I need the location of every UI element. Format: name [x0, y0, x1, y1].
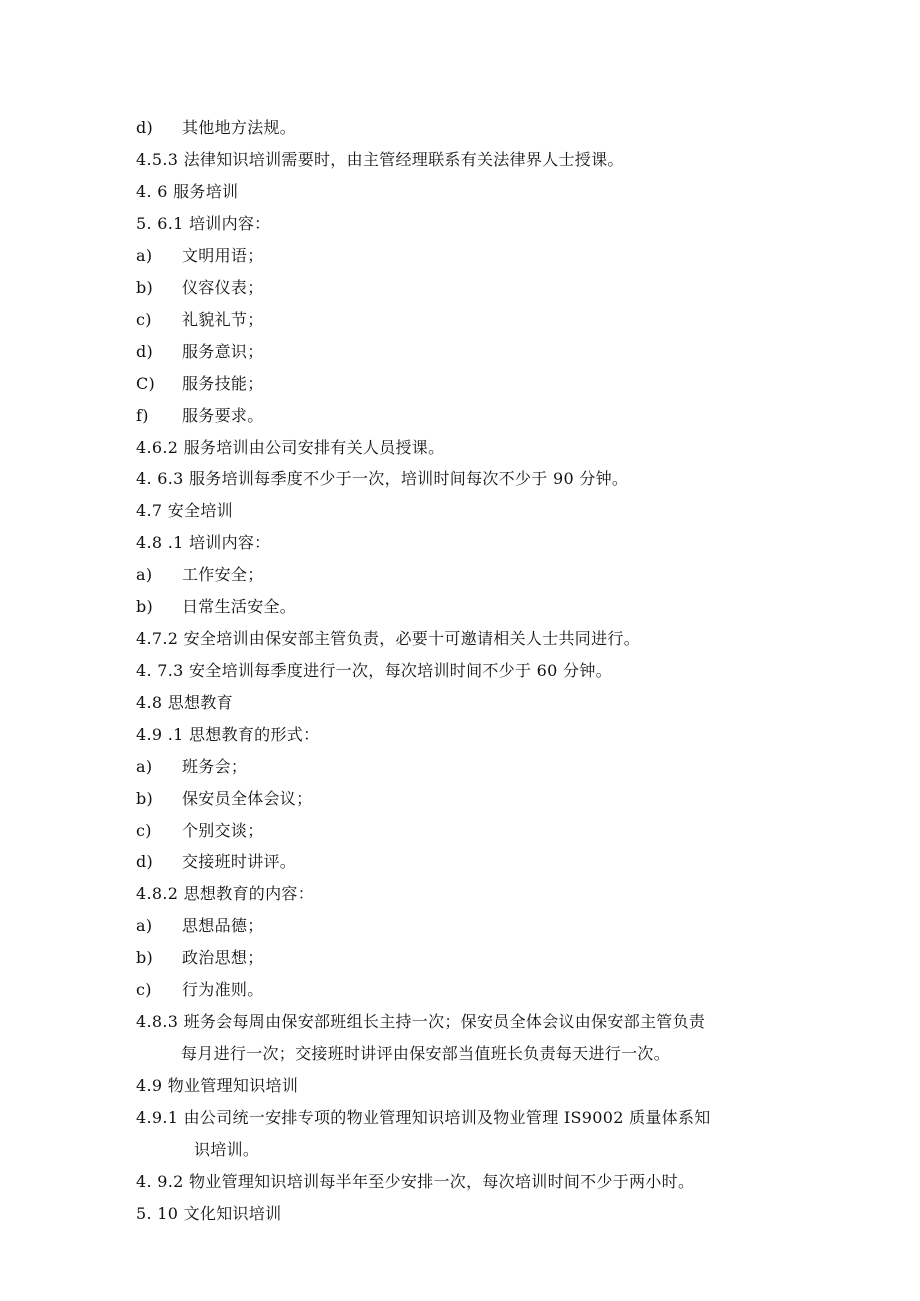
list-item-text: 仪容仪表；	[182, 278, 264, 297]
list-marker: a)	[136, 916, 153, 935]
list-item-text: 服务意识；	[182, 342, 264, 361]
clause-line: 4.9 .1 思想教育的形式：	[136, 725, 320, 744]
list-marker: a)	[136, 757, 153, 776]
list-item-text: 文明用语；	[182, 246, 264, 265]
clause-line: 4.8 .1 培训内容：	[136, 533, 271, 552]
list-item-text: 行为准则。	[182, 980, 264, 999]
list-item	[136, 597, 796, 617]
list-marker: c)	[136, 310, 152, 329]
list-item	[136, 342, 796, 362]
list-item	[136, 852, 796, 872]
list-marker: c)	[136, 821, 152, 840]
section-heading: 5. 10 文化知识培训	[136, 1204, 282, 1223]
list-marker: a)	[136, 246, 153, 265]
clause-line: 5. 6.1 培训内容：	[136, 214, 271, 233]
list-marker: c)	[136, 980, 152, 999]
list-item-text: 工作安全；	[182, 565, 264, 584]
list-marker: b)	[136, 597, 154, 616]
list-marker: b)	[136, 278, 154, 297]
list-item	[136, 406, 796, 426]
clause-line: 4.8.3 班务会每周由保安部班组长主持一次；保安员全体会议由保安部主管负责	[136, 1012, 706, 1031]
clause-line: 4. 7.3 安全培训每季度进行一次，每次培训时间不少于 60 分钟。	[136, 661, 612, 680]
list-item-text: 礼貌礼节；	[182, 310, 264, 329]
list-marker: b)	[136, 789, 154, 808]
list-marker: d)	[136, 118, 154, 137]
clause-line: 4. 9.2 物业管理知识培训每半年至少安排一次，每次培训时间不少于两小时。	[136, 1172, 695, 1191]
section-heading: 4.7 安全培训	[136, 501, 233, 520]
list-item-text: 日常生活安全。	[182, 597, 297, 616]
list-item	[136, 916, 796, 936]
list-marker: b)	[136, 948, 154, 967]
list-marker: a)	[136, 565, 153, 584]
list-item	[136, 821, 796, 841]
clause-line: 4.6.2 服务培训由公司安排有关人员授课。	[136, 438, 445, 457]
list-item	[136, 246, 796, 266]
list-item	[136, 118, 796, 138]
list-item	[136, 374, 796, 394]
list-item	[136, 789, 796, 809]
list-item-text: 政治思想；	[182, 948, 264, 967]
list-item-text: 服务要求。	[182, 406, 264, 425]
list-item-text: 保安员全体会议；	[182, 789, 313, 808]
list-item-text: 服务技能；	[182, 374, 264, 393]
list-item-text: 班务会；	[182, 757, 248, 776]
list-item-text: 思想品德；	[182, 916, 264, 935]
list-item	[136, 948, 796, 968]
list-item-text: 交接班时讲评。	[182, 852, 297, 871]
list-item	[136, 310, 796, 330]
clause-continuation: 每月进行一次；交接班时讲评由保安部当值班长负责每天进行一次。	[181, 1044, 671, 1063]
list-item	[136, 278, 796, 298]
list-item	[136, 980, 796, 1000]
clause-continuation: 识培训。	[194, 1140, 260, 1159]
list-item-text: 个别交谈；	[182, 821, 264, 840]
list-marker: C)	[136, 374, 156, 393]
clause-line: 4. 6.3 服务培训每季度不少于一次，培训时间每次不少于 90 分钟。	[136, 469, 629, 488]
clause-line: 4.9.1 由公司统一安排专项的物业管理知识培训及物业管理 IS9002 质量体系知	[136, 1108, 711, 1127]
list-marker: d)	[136, 342, 154, 361]
clause-line: 4.5.3 法律知识培训需要时，由主管经理联系有关法律界人士授课。	[136, 150, 624, 169]
section-heading: 4.9 物业管理知识培训	[136, 1076, 299, 1095]
list-marker: f)	[136, 406, 149, 425]
list-marker: d)	[136, 852, 154, 871]
list-item-text: 其他地方法规。	[182, 118, 297, 137]
section-heading: 4.8 思想教育	[136, 693, 233, 712]
list-item	[136, 757, 796, 777]
section-heading: 4. 6 服务培训	[136, 182, 239, 201]
list-item	[136, 565, 796, 585]
clause-line: 4.8.2 思想教育的内容：	[136, 884, 314, 903]
clause-line: 4.7.2 安全培训由保安部主管负责，必要十可邀请相关人士共同进行。	[136, 629, 640, 648]
